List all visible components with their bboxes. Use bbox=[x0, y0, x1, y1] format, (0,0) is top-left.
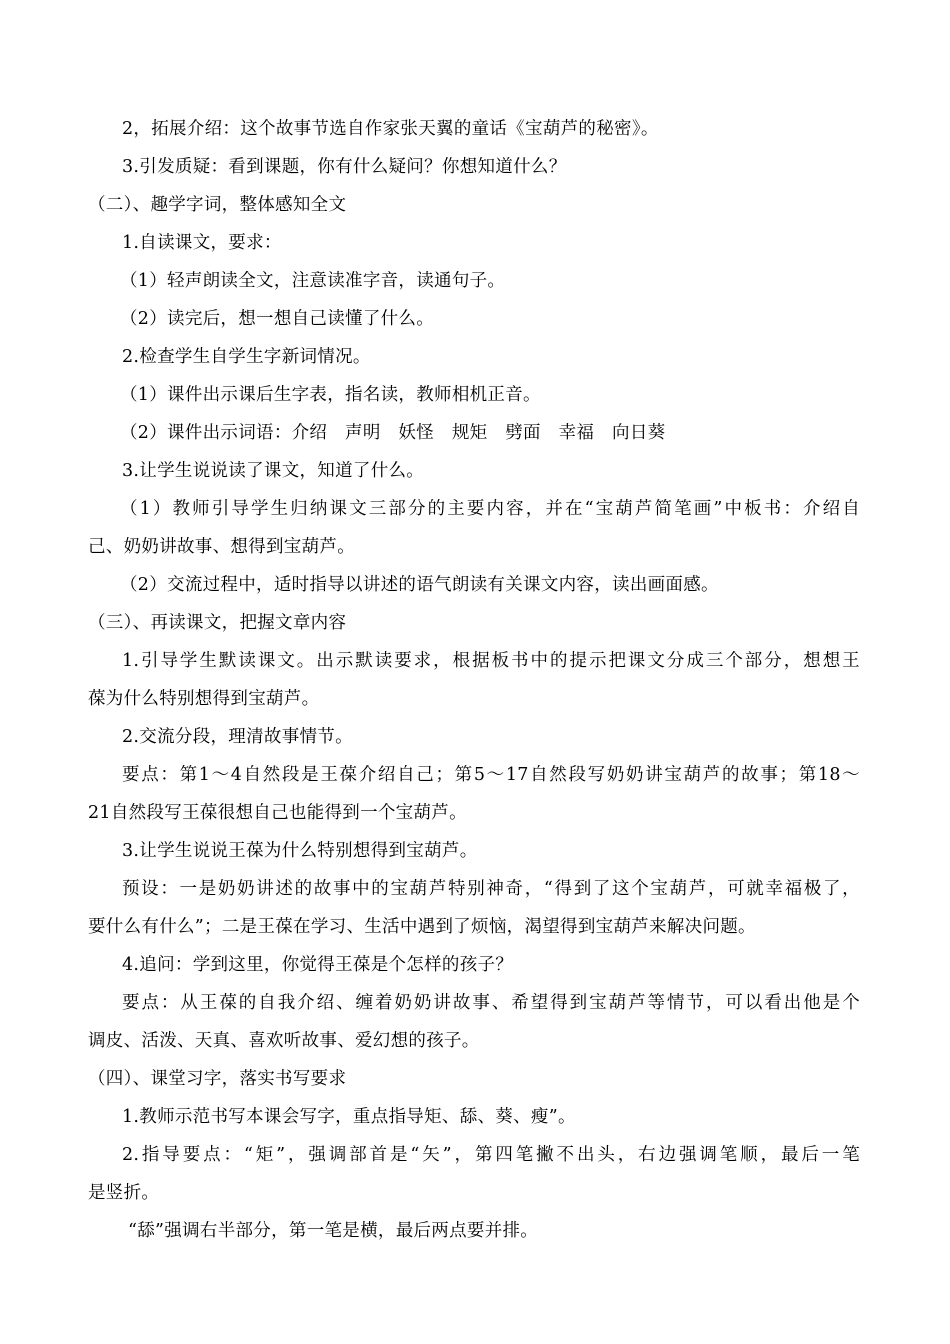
paragraph-line: （2）读完后，想一想自己读懂了什么。 bbox=[120, 309, 435, 329]
paragraph-line: 要什么有什么”；二是王葆在学习、生活中遇到了烦恼，渴望得到宝葫芦来解决问题。 bbox=[88, 917, 756, 937]
paragraph-line: （2）交流过程中，适时指导以讲述的语气朗读有关课文内容，读出画面感。 bbox=[120, 575, 719, 595]
paragraph-line: 要点：第1～4自然段是王葆介绍自己；第5～17自然段写奶奶讲宝葫芦的故事；第18～ bbox=[122, 765, 860, 785]
paragraph-line: 3.让学生说说读了课文，知道了什么。 bbox=[122, 461, 425, 481]
paragraph-line: 3.引发质疑：看到课题，你有什么疑问？你想知道什么？ bbox=[122, 157, 567, 177]
paragraph-line: 是竖折。 bbox=[88, 1183, 160, 1203]
paragraph-line: 1.引导学生默读课文。出示默读要求，根据板书中的提示把课文分成三个部分，想想王 bbox=[122, 651, 860, 671]
paragraph-line: “舔”强调右半部分，第一笔是横，最后两点要并排。 bbox=[128, 1221, 539, 1241]
paragraph-line: 3.让学生说说王葆为什么特别想得到宝葫芦。 bbox=[122, 841, 478, 861]
paragraph-line: 2.交流分段，理清故事情节。 bbox=[122, 727, 353, 747]
paragraph-line: （1）课件出示课后生字表，指名读，教师相机正音。 bbox=[120, 385, 541, 405]
paragraph-line: 1.教师示范书写本课会写字，重点指导矩、舔、葵、瘦”。 bbox=[122, 1107, 576, 1127]
paragraph-line: 21自然段写王葆很想自己也能得到一个宝葫芦。 bbox=[88, 803, 467, 823]
paragraph-line: 2.检查学生自学生字新词情况。 bbox=[122, 347, 371, 367]
section-heading: （三）、再读课文，把握文章内容 bbox=[88, 613, 347, 633]
paragraph-line: （1）轻声朗读全文，注意读准字音，读通句子。 bbox=[120, 271, 506, 291]
section-heading: （二）、趣学字词，整体感知全文 bbox=[88, 195, 347, 215]
paragraph-line: （2）课件出示词语：介绍 声明 妖怪 规矩 劈面 幸福 向日葵 bbox=[120, 423, 666, 443]
paragraph-line: 葆为什么特别想得到宝葫芦。 bbox=[88, 689, 320, 709]
paragraph-line: 预设：一是奶奶讲述的故事中的宝葫芦特别神奇，“得到了这个宝葫芦，可就幸福极了， bbox=[122, 879, 860, 899]
paragraph-line: 1.自读课文，要求： bbox=[122, 233, 282, 253]
paragraph-line: 4.追问：学到这里，你觉得王葆是个怎样的孩子？ bbox=[122, 955, 514, 975]
paragraph-line: 2.指导要点：“矩”，强调部首是“矢”，第四笔撇不出头，右边强调笔顺，最后一笔 bbox=[122, 1145, 860, 1165]
paragraph-line: （1）教师引导学生归纳课文三部分的主要内容，并在“宝葫芦简笔画”中板书：介绍自 bbox=[120, 499, 860, 519]
paragraph-line: 要点：从王葆的自我介绍、缠着奶奶讲故事、希望得到宝葫芦等情节，可以看出他是个 bbox=[122, 993, 860, 1013]
section-heading: （四）、课堂习字，落实书写要求 bbox=[88, 1069, 347, 1089]
paragraph-line: 己、奶奶讲故事、想得到宝葫芦。 bbox=[88, 537, 355, 557]
paragraph-line: 2，拓展介绍：这个故事节选自作家张天翼的童话《宝葫芦的秘密》。 bbox=[122, 119, 659, 139]
paragraph-line: 调皮、活泼、天真、喜欢听故事、爱幻想的孩子。 bbox=[88, 1031, 480, 1051]
